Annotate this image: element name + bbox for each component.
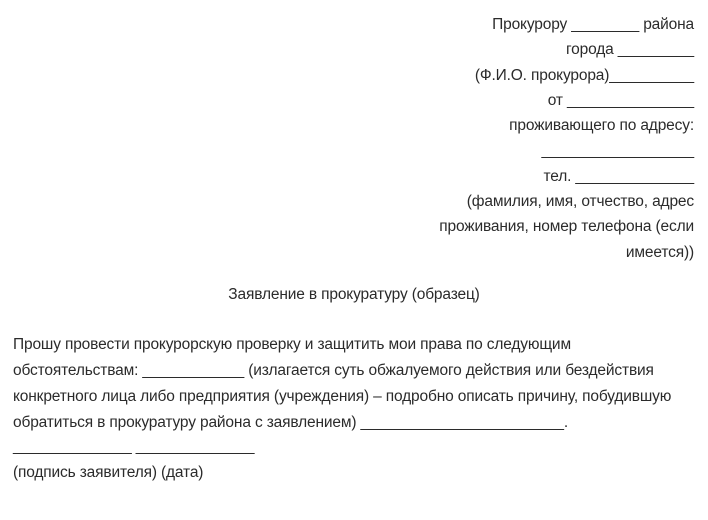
addressee-block [394,12,694,265]
request-body [13,332,703,436]
sender-hint-line-1: (фамилия, имя, отчество, адрес [466,193,694,211]
document-title-text: Заявление в прокуратуру (образец) [228,286,480,303]
body-line: конкретного лица либо предприятия (учреждения) – подробно описать причину, побудившую [13,388,672,405]
sender-hint-line-3: имеется)) [625,243,694,261]
signature-blank-line: ______________ ______________ [13,438,255,455]
body-line: Прошу провести прокурорскую проверку и защитить мои права по следующим [13,336,571,353]
sender-phone-line: тел. ______________ [543,167,694,185]
sender-address-label: проживающего по адресу: [509,117,694,135]
body-line: обстоятельствам: ____________ (излагается суть обжалуемого действия или бездействия [13,362,654,379]
signature-block [13,434,254,486]
sender-hint-line-2: проживания, номер телефона (если [439,218,694,236]
sender-from-line: от _______________ [547,91,694,109]
document-title [0,286,708,304]
signature-caption: (подпись заявителя) (дата) [13,464,204,481]
addressee-city-line: города _________ [566,41,694,59]
body-line: обратиться в прокуратуру района с заявлением) ________________________. [13,414,568,431]
sender-address-blank: __________________ [541,142,694,160]
addressee-prosecutor-name-line: (Ф.И.О. прокурора)__________ [474,66,694,84]
addressee-prosecutor-line: Прокурору ________ района [492,16,694,33]
